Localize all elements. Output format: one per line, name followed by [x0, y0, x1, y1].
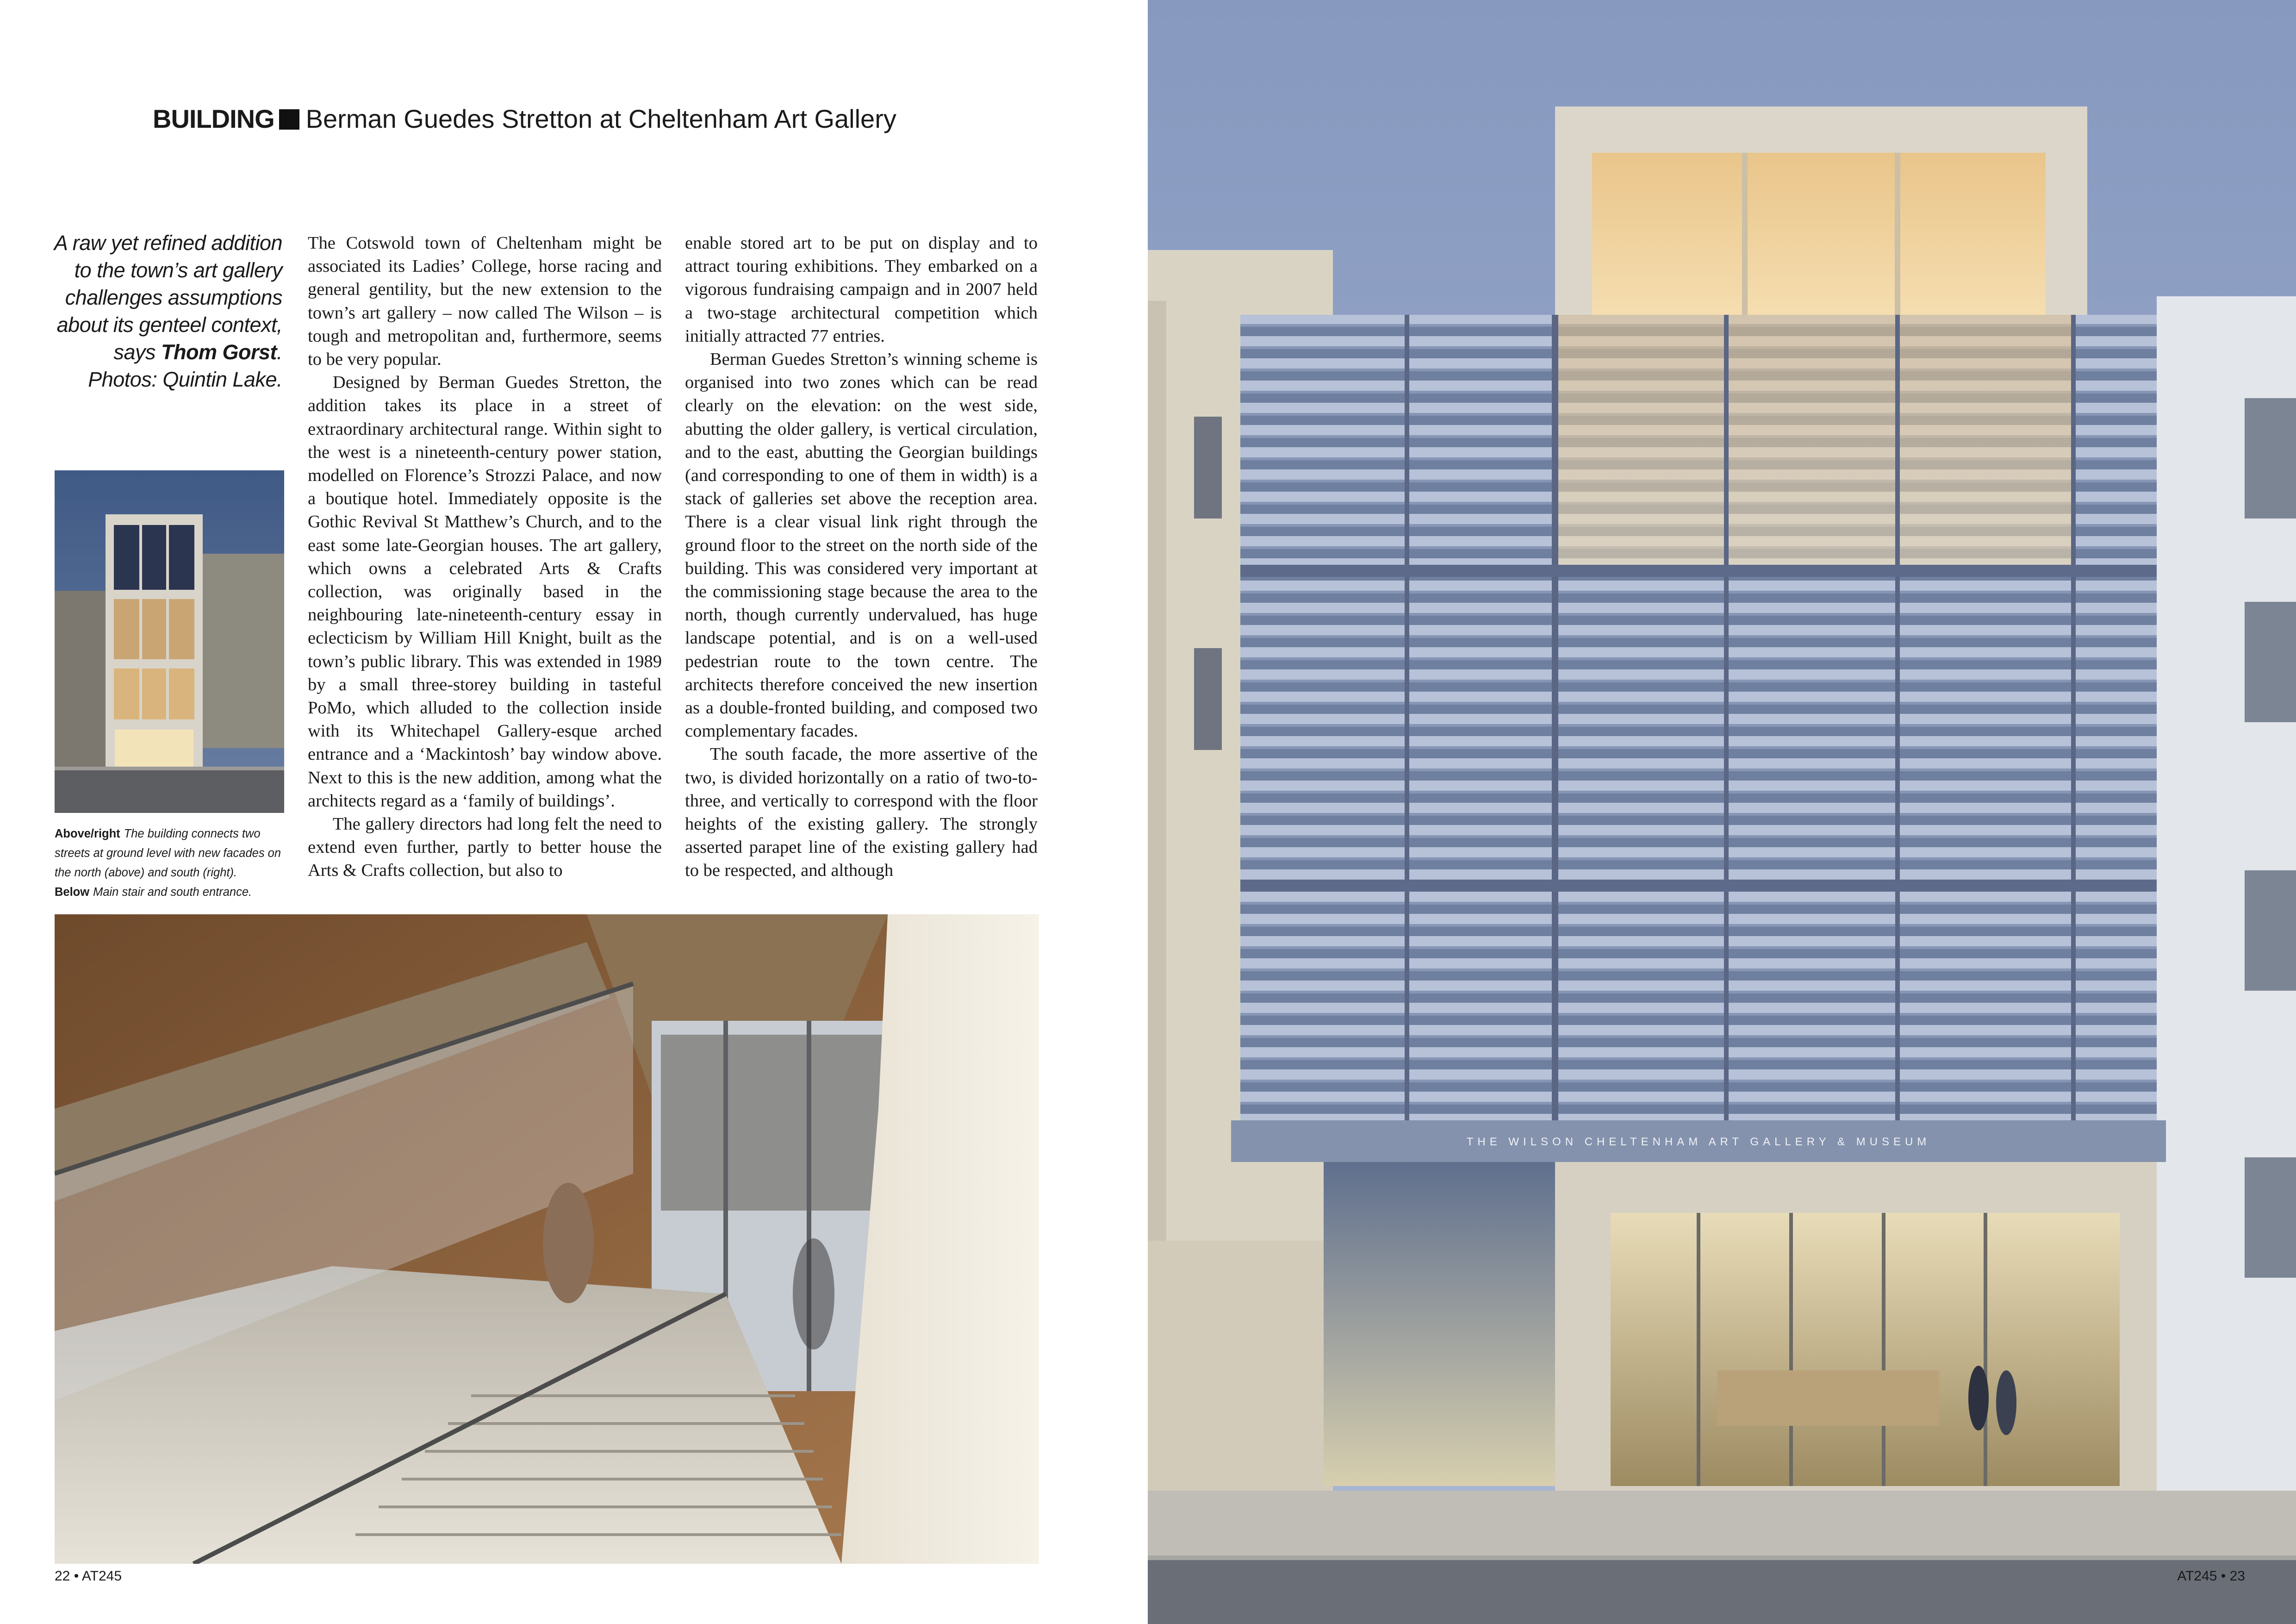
paragraph: The gallery directors had long felt the need to extend even further, partly to better house the Arts & Crafts collection, but also to [308, 814, 662, 881]
right-page [1148, 0, 2296, 1624]
building-signage: THE WILSON CHELTENHAM ART GALLERY & MUSEUM [1466, 1136, 1931, 1148]
paragraph: The Cotswold town of Cheltenham might be associated its Ladies’ College, horse racing and general gentility, but the new extension to the town’s art gallery – now called The Wilson – is tough and metropolitan and, furthermore, seems to be very popular. [308, 233, 662, 369]
body-column-2 [685, 231, 1038, 882]
page-number-left: 22 • AT245 [55, 1568, 122, 1584]
body-column-1 [308, 231, 662, 882]
photo-caption [55, 824, 286, 902]
square-bullet-icon [279, 109, 299, 130]
photo-south-facade [1148, 0, 2296, 1624]
section-kicker: BUILDING [153, 104, 274, 133]
photo-main-stair [55, 914, 1039, 1564]
article-title: Berman Guedes Stretton at Cheltenham Art Gallery [305, 104, 896, 133]
caption-text: The building connects two streets at ground level with new facades on the north (above) and south (right). [55, 827, 281, 879]
caption-text: Main stair and south entrance. [93, 886, 252, 899]
article-headline [153, 103, 1125, 135]
caption-label: Below [55, 886, 90, 899]
paragraph: Designed by Berman Guedes Stretton, the addition takes its place in a street of extraordinary architectural range. Within sight to the west is a nineteenth-century power station, modelled on Florence’s Strozzi Palace, and now a boutique hotel. Immediately opposite is the Gothic Revival St Matthew’s Church, and to the east some late-Georgian houses. The art gallery, which owns a celebrated Arts & Crafts collection, was originally based in the neighbouring late-nineteenth-century essay in eclecticism by William Hill Knight, built as the town’s public library. This was extended in 1989 by a small three-storey building in tasteful PoMo, which alluded to the collection inside with its Whitechapel Gallery-esque arched entrance and a ‘Mackintosh’ bay window above. Next to this is the new addition, among what the architects regard as a ‘family of buildings’. [308, 373, 662, 811]
caption-label: Above/right [55, 827, 120, 840]
author-name: Thom Gorst [161, 340, 277, 364]
paragraph: The south facade, the more assertive of the two, is divided horizontally on a ratio of two-to-three, and vertically to correspond with the floor heights of the existing gallery. The strongly asserted parapet line of the existing gallery had to be respected, and although [685, 744, 1038, 881]
photo-north-facade [55, 470, 284, 813]
standfirst-text: A raw yet refined addition to the town’s art gallery challenges assumptions about its genteel context, says [54, 231, 282, 364]
paragraph: Berman Guedes Stretton’s winning scheme is organised into two zones which can be read clearly on the elevation: on the west side, abutting the older gallery, is vertical circulation, and to the east, abutting the Georgian buildings (and corresponding to one of them in width) is a stack of galleries set above the reception area. There is a clear visual link right through the ground floor to the street on the north side of the building. This was considered very important at the commissioning stage because the area to the north, though currently undervalued, has huge landscape potential, and is on a well-used pedestrian route to the town centre. The architects therefore conceived the new insertion as a double-fronted building, and composed two complementary facades. [685, 350, 1038, 741]
paragraph: enable stored art to be put on display and to attract touring exhibitions. They embarked on a vigorous fundraising campaign and in 2007 held a two-stage architectural competition which initially attracted 77 entries. [685, 233, 1038, 346]
standfirst [51, 229, 282, 393]
photo-credit: . Photos: Quintin Lake. [88, 340, 282, 391]
page-number-right: AT245 • 23 [2177, 1568, 2245, 1584]
